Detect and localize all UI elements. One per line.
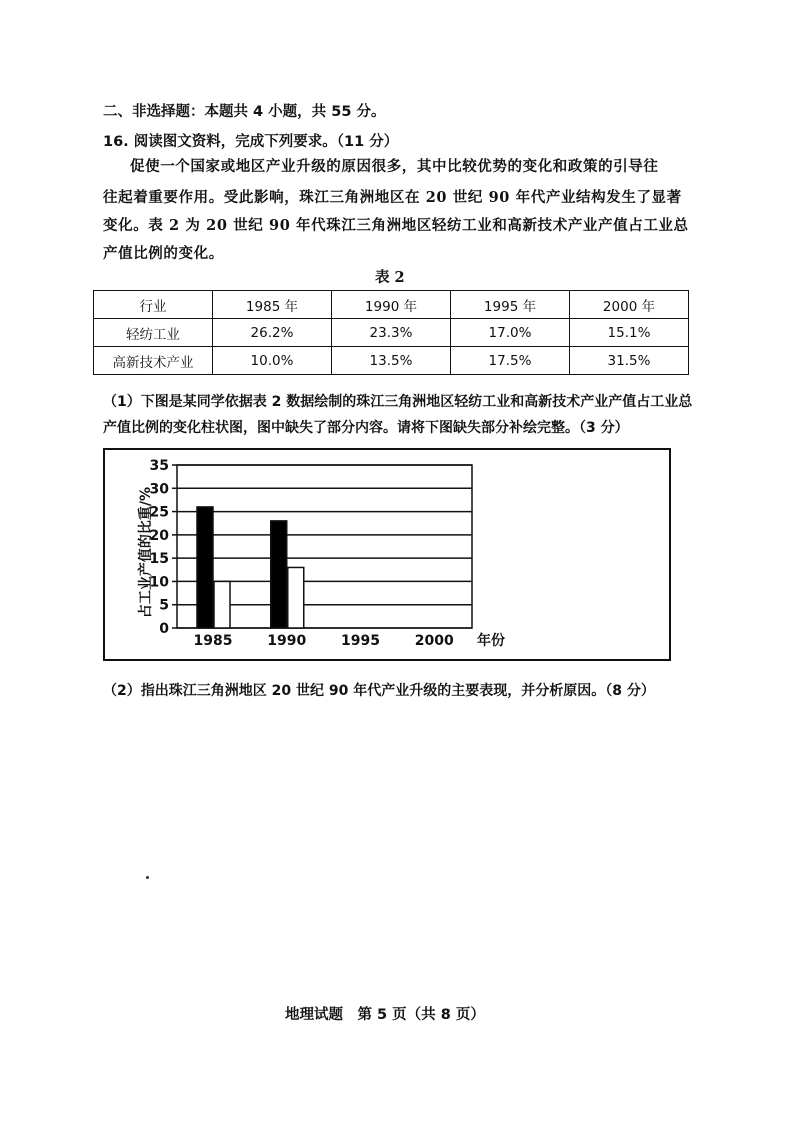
bar-chart [105,450,669,659]
x-tick-label: 1990 [267,633,307,649]
paragraph-line: 促使一个国家或地区产业升级的原因很多，其中比较优势的变化和政策的引导往 [130,158,659,175]
table-cell: 13.5% [332,347,451,375]
stray-mark [146,876,149,879]
paragraph-line: 往起着重要作用。受此影响，珠江三角洲地区在 20 世纪 90 年代产业结构发生了显著 [103,189,682,206]
table-header-cell: 1990 年 [332,291,451,319]
x-axis-label: 年份 [477,633,505,649]
table-cell: 31.5% [570,347,689,375]
y-tick-label: 20 [149,527,169,544]
question-1-text: （1）下图是某同学依据表 2 数据绘制的珠江三角洲地区轻纺工业和高新技术产业产值占工业总产值比例的变化柱状图，图中缺失了部分内容。请将下图缺失部分补绘完整。（3 分） [103,394,693,436]
table-header-cell: 行业 [94,291,213,319]
x-tick-label: 2000 [414,633,454,649]
table-row [94,319,689,347]
table-cell: 26.2% [213,319,332,347]
question-title: 16. 阅读图文资料，完成下列要求。（11 分） [103,134,399,150]
section-heading: 二、非选择题：本题共 4 小题，共 55 分。 [103,104,386,120]
y-axis-label: 占工业产值的比重/% [138,486,154,619]
data-table [93,290,689,375]
table-cell: 高新技术产业 [94,347,213,375]
bar [214,581,230,628]
table-header-cell: 2000 年 [570,291,689,319]
table-header-cell: 1995 年 [451,291,570,319]
table-header-row [94,291,689,319]
table-cell: 轻纺工业 [94,319,213,347]
table-row [94,347,689,375]
y-tick-label: 25 [149,504,169,521]
bar [197,507,213,628]
table-cell: 17.0% [451,319,570,347]
bar [288,567,304,628]
paragraph-line: 产值比例的变化。 [103,245,224,262]
y-tick-label: 30 [149,481,169,498]
x-tick-label: 1995 [341,633,380,649]
page-footer: 地理试题 第 5 页（共 8 页） [285,1007,485,1023]
x-tick-label: 1985 [193,633,233,649]
table-cell: 10.0% [213,347,332,375]
question-2-text: （2）指出珠江三角洲地区 20 世纪 90 年代产业升级的主要表现，并分析原因。（8 分） [103,683,655,699]
table-caption: 表 2 [375,269,405,286]
table-cell: 15.1% [570,319,689,347]
bar [271,521,287,628]
y-tick-label: 5 [159,597,169,614]
paragraph-line: 变化。表 2 为 20 世纪 90 年代珠江三角洲地区轻纺工业和高新技术产业产值占工业总 [103,217,689,234]
table-cell: 23.3% [332,319,451,347]
y-tick-label: 0 [159,621,169,637]
y-tick-label: 35 [149,458,169,474]
y-tick-label: 10 [149,574,169,591]
table-cell: 17.5% [451,347,570,375]
y-tick-label: 15 [149,551,169,568]
table-header-cell: 1985 年 [213,291,332,319]
chart-frame [103,448,671,661]
